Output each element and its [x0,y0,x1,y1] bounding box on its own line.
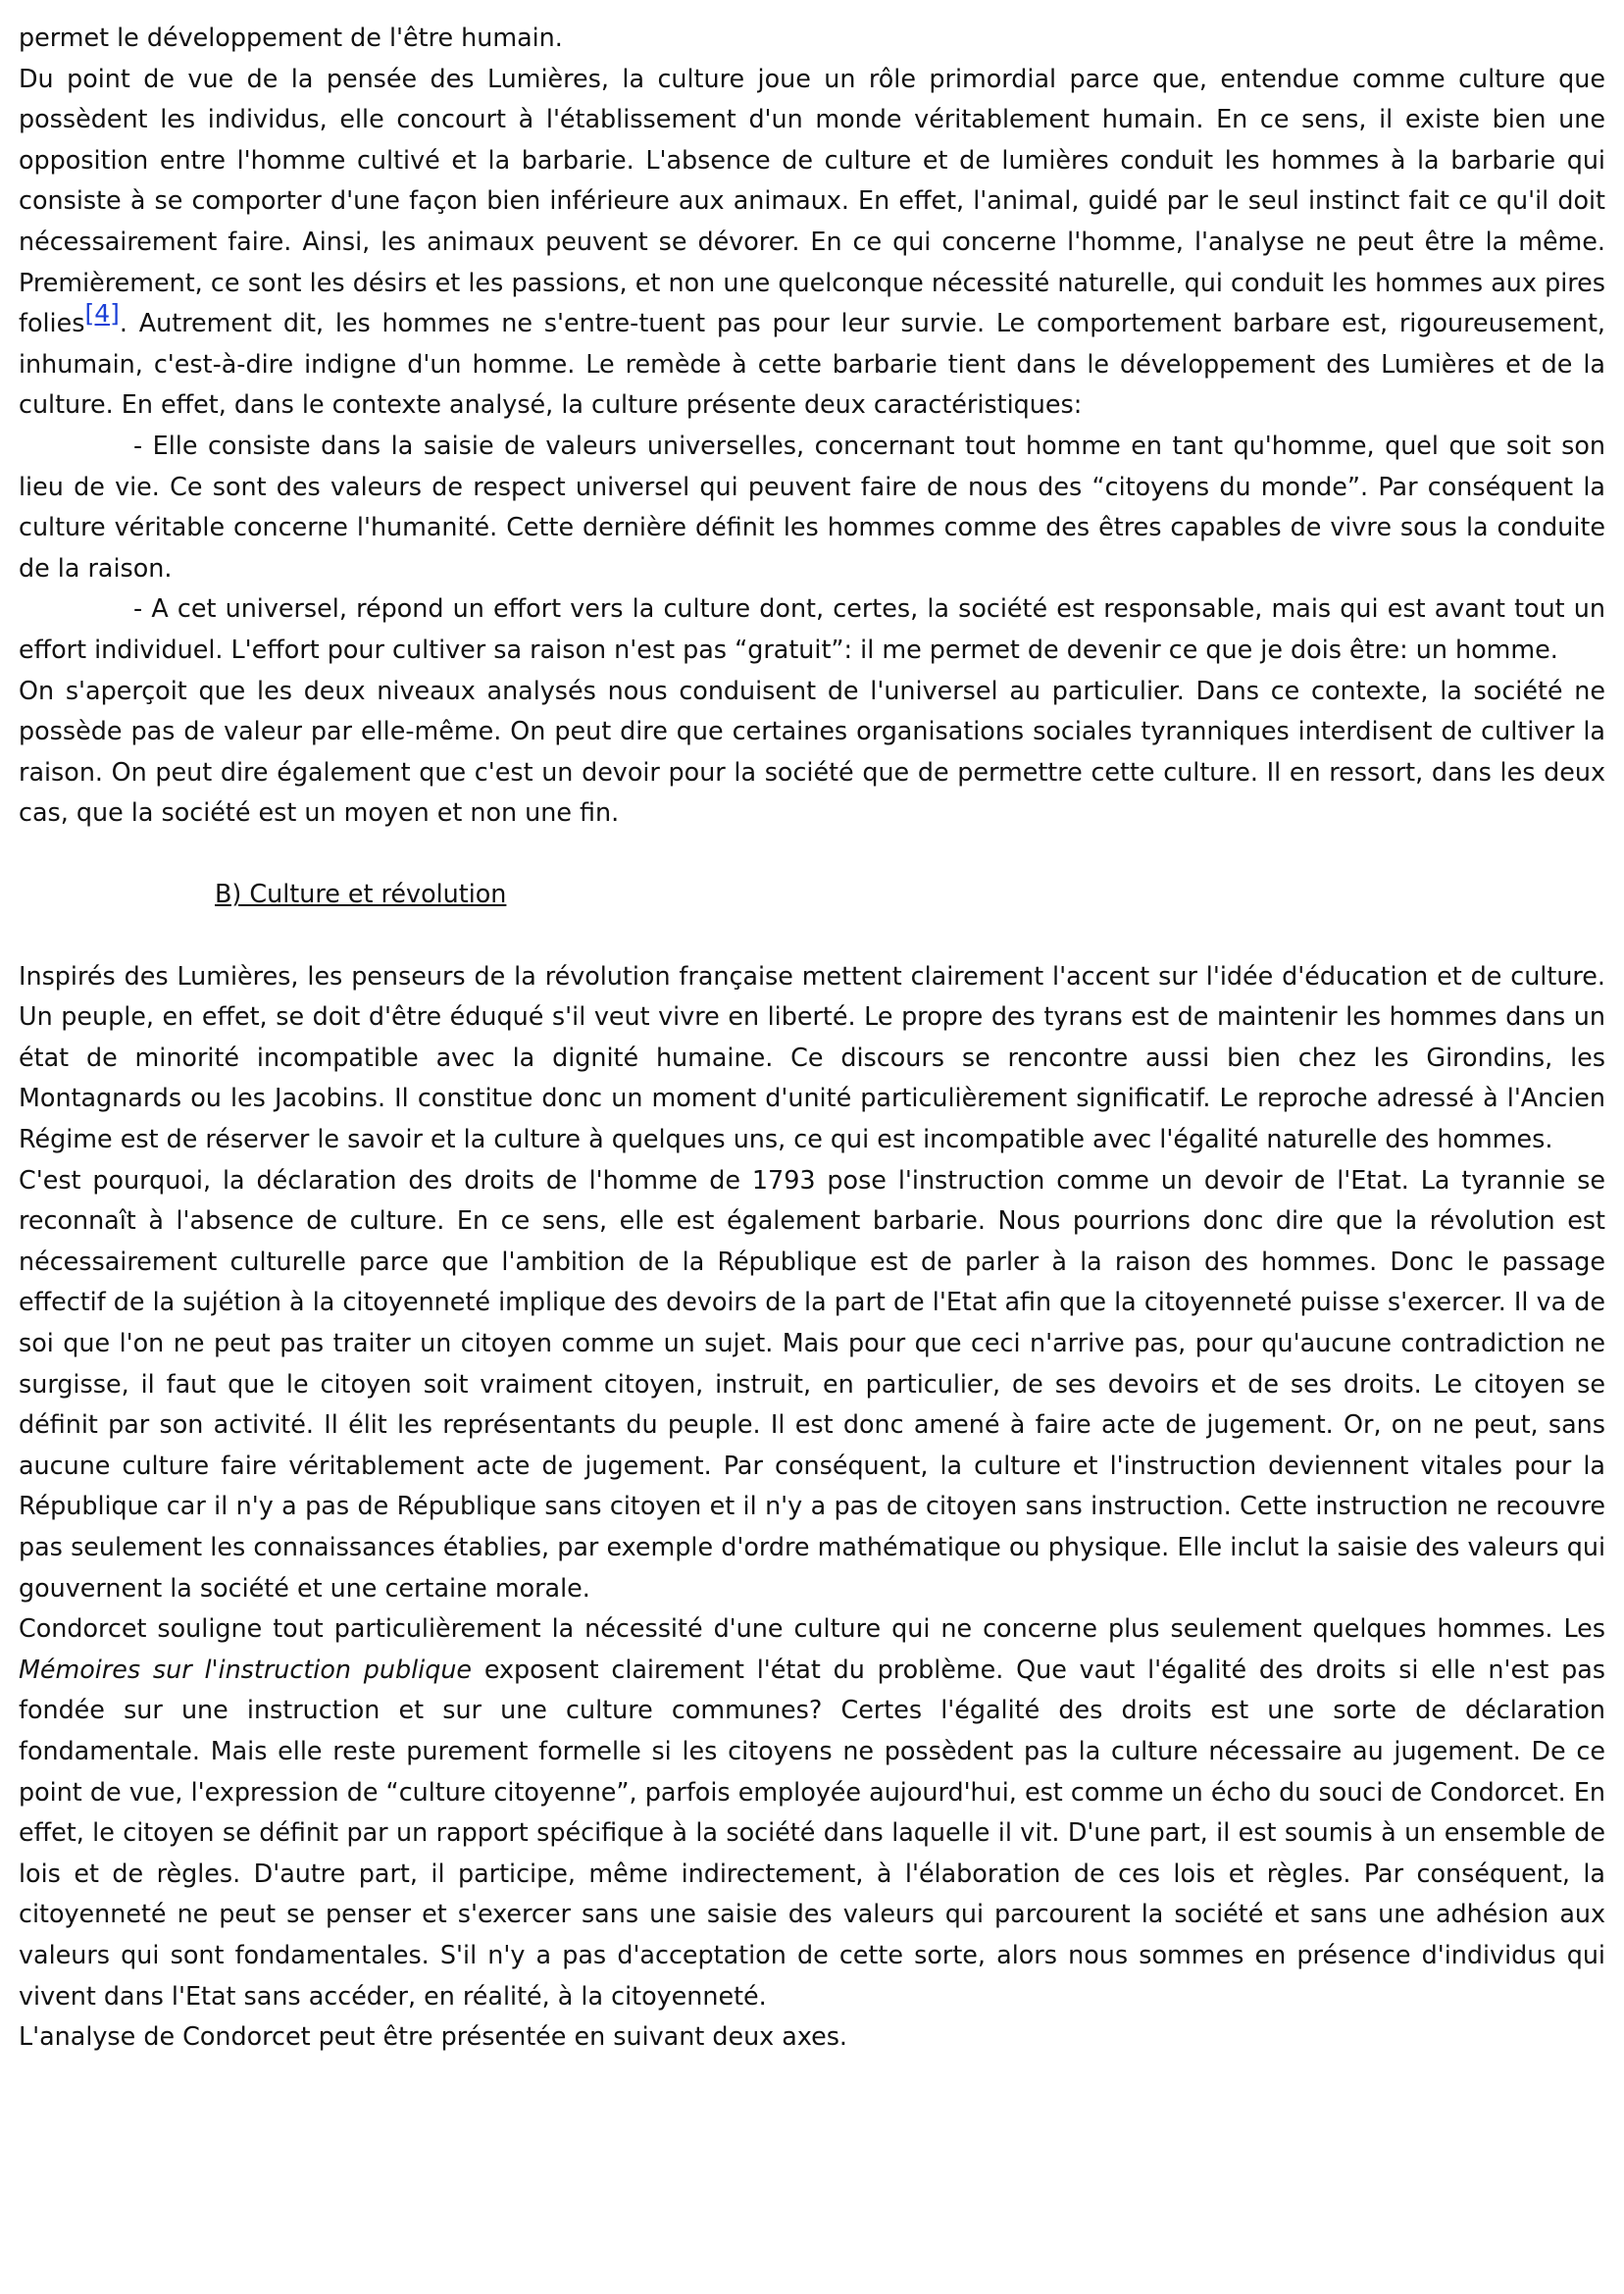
section-heading: B) Culture et révolution [215,879,507,909]
paragraph-text: Du point de vue de la pensée des Lumières, la culture joue un rôle primordial parce que, entendue comme culture que possèdent les individus, elle concourt à l'établissement d'un monde véritablement humain. En ce sens, il existe bien une opposition entre l'homme cultivé et la barbarie. L'absence de culture et de lumières conduit les hommes à la barbarie qui consiste à se comporter d'une façon bien inférieure aux animaux. En effet, l'animal, guidé par le seul instinct fait ce qu'il doit nécessairement faire. Ainsi, les animaux peuvent se dévorer. En ce qui concerne l'homme, l'analyse ne peut être la même. Premièrement, ce sont les désirs et les passions, et non une quelconque nécessité naturelle, qui conduit les hommes aux pires folies [19,63,1605,338]
book-title: Mémoires sur l'instruction publique [19,1654,473,1684]
paragraph: L'analyse de Condorcet peut être présentée en suivant deux axes. [19,2021,847,2052]
paragraph: Inspirés des Lumières, les penseurs de la révolution française mettent clairement l'accent sur l'idée d'éducation et de culture. Un peuple, en effet, se doit d'être éduqué s'il veut vivre en liberté. Le propre des tyrans est de maintenir les hommes dans un état de minorité incompatible avec la dignité humaine. Ce discours se rencontre aussi bien chez les Girondins, les Montagnards ou les Jacobins. Il constitue donc un moment d'unité particulièrement significatif. Le reproche adressé à l'Ancien Régime est de réserver le savoir et la culture à quelques uns, ce qui est incompatible avec l'égalité naturelle des hommes. [19,960,1605,1154]
list-item: - Elle consiste dans la saisie de valeurs universelles, concernant tout homme en tant qu'homme, quel que soit son lieu de vie. Ce sont des valeurs de respect universel qui peuvent faire de nous des “citoyens du monde”. Par conséquent la culture véritable concerne l'humanité. Cette dernière définit les hommes comme des êtres capables de vivre sous la conduite de la raison. [19,430,1605,583]
footnote-link[interactable]: [4] [84,299,120,329]
document-body [19,18,1605,2058]
paragraph-text: Condorcet souligne tout particulièrement la nécessité d'une culture qui ne concerne plus seulement quelques hommes. Les [19,1613,1605,1644]
paragraph-text: exposent clairement l'état du problème. Que vaut l'égalité des droits si elle n'est pas fondée sur une instruction et sur une culture communes? Certes l'égalité des droits est une sorte de déclaration fondamentale. Mais elle reste purement formelle si les citoyens ne possèdent pas la culture nécessaire au jugement. De ce point de vue, l'expression de “culture citoyenne”, parfois employée aujourd'hui, est comme un écho du souci de Condorcet. En effet, le citoyen se définit par un rapport spécifique à la société dans laquelle il vit. D'une part, il est soumis à un ensemble de lois et de règles. D'autre part, il participe, même indirectement, à l'élaboration de ces lois et règles. Par conséquent, la citoyenneté ne peut se penser et s'exercer sans une saisie des valeurs qui parcourent la société et sans une adhésion aux valeurs qui sont fondamentales. S'il n'y a pas d'acceptation de cette sorte, alors nous sommes en présence d'individus qui vivent dans l'Etat sans accéder, en réalité, à la citoyenneté. [19,1654,1605,2011]
spacer [19,834,1605,875]
spacer [19,915,1605,956]
list-item: - A cet universel, répond un effort vers la culture dont, certes, la société est responsable, mais qui est avant tout un effort individuel. L'effort pour cultiver sa raison n'est pas “gratuit”: il me permet de devenir ce que je dois être: un homme. [19,593,1605,664]
paragraph: On s'aperçoit que les deux niveaux analysés nous conduisent de l'universel au particulier. Dans ce contexte, la société ne possède pas de valeur par elle-même. On peut dire que certaines organisations sociales tyranniques interdisent de cultiver la raison. On peut dire également que c'est un devoir pour la société que de permettre cette culture. Il en ressort, dans les deux cas, que la société est un moyen et non une fin. [19,675,1605,828]
paragraph [19,1608,1605,2016]
paragraph: C'est pourquoi, la déclaration des droits de l'homme de 1793 pose l'instruction comme un devoir de l'Etat. La tyrannie se reconnaît à l'absence de culture. En ce sens, elle est également barbarie. Nous pourrions donc dire que la révolution est nécessairement culturelle parce que l'ambition de la République est de parler à la raison des hommes. Donc le passage effectif de la sujétion à la citoyenneté implique des devoirs de la part de l'Etat afin que la citoyenneté puisse s'exercer. Il va de soi que l'on ne peut pas traiter un citoyen comme un sujet. Mais pour que ceci n'arrive pas, pour qu'aucune contradiction ne surgisse, il faut que le citoyen soit vraiment citoyen, instruit, en particulier, de ses devoirs et de ses droits. Le citoyen se définit par son activité. Il élit les représentants du peuple. Il est donc amené à faire acte de jugement. Or, on ne peut, sans aucune culture faire véritablement acte de jugement. Par conséquent, la culture et l'instruction deviennent vitales pour la République car il n'y a pas de République sans citoyen et il n'y a pas de citoyen sans instruction. Cette instruction ne recouvre pas seulement les connaissances établies, par exemple d'ordre mathématique ou physique. Elle inclut la saisie des valeurs qui gouvernent la société et une certaine morale. [19,1164,1605,1603]
paragraph-text: . Autrement dit, les hommes ne s'entre-tuent pas pour leur survie. Le comportement barbare est, rigoureusement, inhumain, c'est-à-dire indigne d'un homme. Le remède à cette barbarie tient dans le développement des Lumières et de la culture. En effet, dans le contexte analysé, la culture présente deux caractéristiques: [19,308,1605,420]
paragraph: permet le développement de l'être humain. [19,23,563,52]
paragraph [19,59,1605,426]
